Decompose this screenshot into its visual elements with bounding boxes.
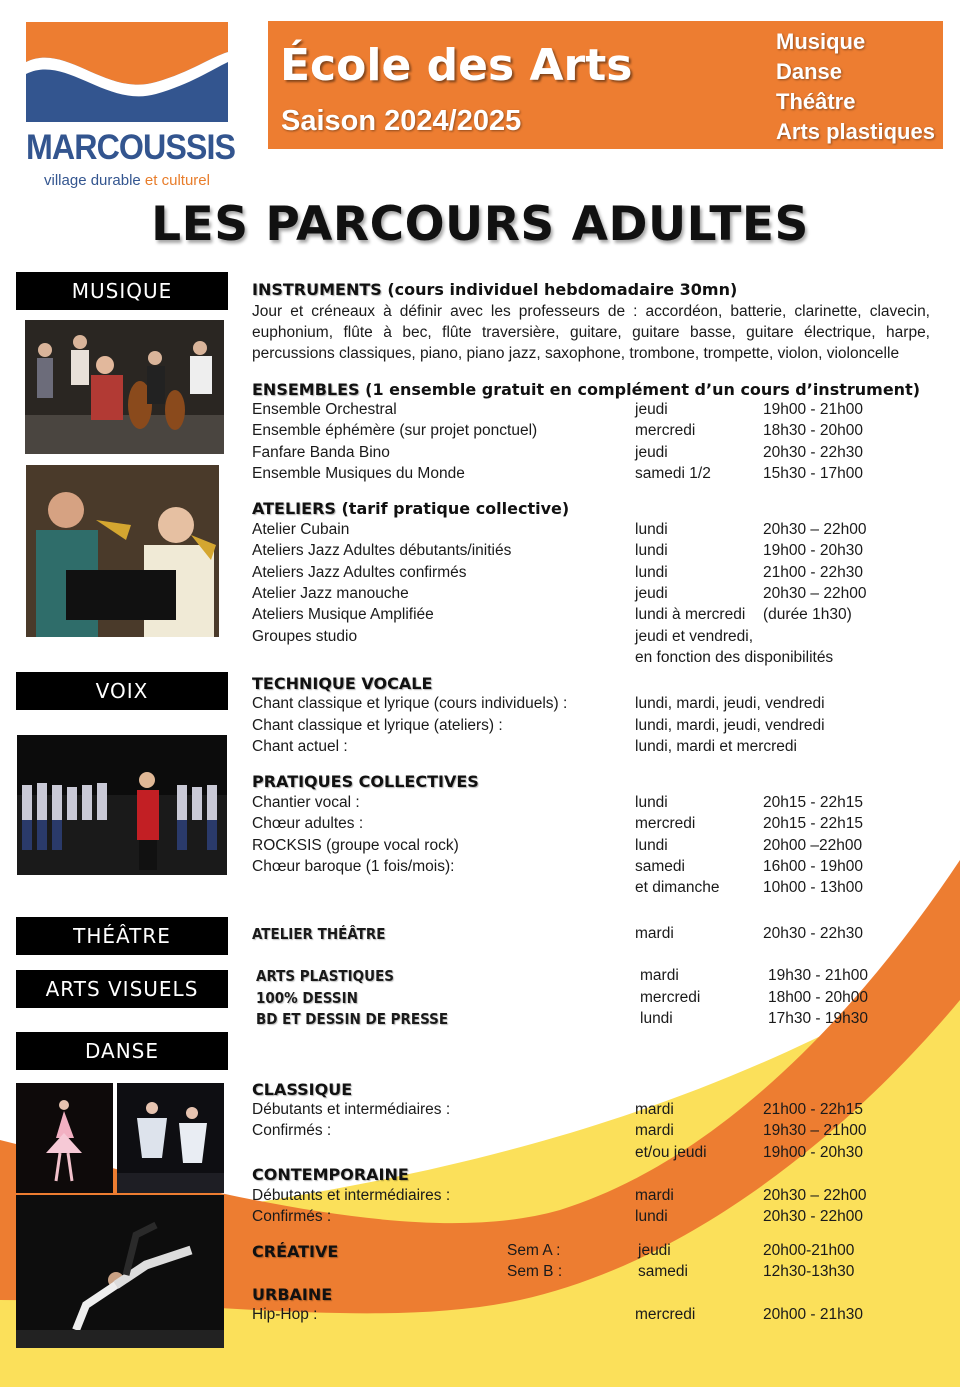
tv-day: lundi, mardi, jeudi, vendredi [635, 695, 825, 712]
logo-tagline-main: village durable [44, 172, 141, 189]
ensembles-name: Ensemble Orchestral [252, 401, 397, 418]
ateliers-day: jeudi [635, 584, 668, 602]
tv-day: lundi, mardi, jeudi, vendredi [635, 716, 825, 734]
category-voix: VOIX [16, 672, 228, 710]
technique-vocale-heading: TECHNIQUE VOCALE [252, 674, 433, 693]
cl-name: Débutants et intermédiaires : [252, 1101, 451, 1118]
ensembles-name: Ensemble éphémère (sur projet ponctuel) [252, 422, 538, 440]
ballet-dancer-photo [16, 1083, 113, 1193]
av-name: 100% DESSIN [256, 988, 358, 1007]
choir-photo [17, 735, 227, 875]
ensembles-subtitle: (1 ensemble gratuit en complément d’un cours d’instrument) [365, 380, 921, 399]
pc-day: lundi [635, 836, 668, 854]
av-time: 19h30 - 21h00 [768, 967, 868, 984]
discipline-item: Arts plastiques [776, 119, 935, 144]
logo-name: MARCOUSSIS [26, 128, 236, 167]
creative-heading: CRÉATIVE [252, 1242, 339, 1261]
ateliers-time: 20h30 – 22h00 [763, 521, 867, 538]
hip-hop-dancer-photo [16, 1195, 224, 1348]
theatre-course-name: ATELIER THÉÂTRE [252, 925, 386, 943]
pc-day: samedi [635, 857, 685, 875]
pc-time: 20h15 - 22h15 [763, 815, 863, 833]
ateliers-day: lundi [635, 521, 668, 538]
orchestra-photo [25, 320, 224, 454]
cl-time: 21h00 - 22h15 [763, 1101, 863, 1118]
ensembles-heading [252, 380, 920, 399]
tv-name: Chant classique et lyrique (ateliers) : [252, 716, 503, 734]
disciplines-list [776, 27, 935, 147]
ensembles-time: 19h00 - 21h00 [763, 401, 863, 418]
tv-name: Chant classique et lyrique (cours individuels) : [252, 695, 568, 712]
ateliers-name: Ateliers Musique Amplifiée [252, 606, 434, 624]
logo-tagline-accent: et culturel [144, 172, 210, 189]
av-day: mardi [640, 967, 679, 984]
pc-time: 16h00 - 19h00 [763, 857, 863, 875]
instruments-heading [252, 280, 737, 299]
ateliers-subtitle: (tarif pratique collective) [341, 499, 570, 518]
theatre-course-day: mardi [635, 925, 674, 942]
ensembles-title: ENSEMBLES [252, 380, 360, 399]
ateliers-name: Ateliers Jazz Adultes confirmés [252, 563, 467, 581]
pc-name: Chantier vocal : [252, 794, 360, 811]
pc-name: Chœur adultes : [252, 815, 364, 833]
pratiques-collectives-heading: PRATIQUES COLLECTIVES [252, 772, 479, 791]
ateliers-day: lundi [635, 542, 668, 560]
av-name: ARTS PLASTIQUES [256, 967, 395, 985]
pc-day: et dimanche [635, 879, 720, 897]
av-time: 18h00 - 20h00 [768, 988, 868, 1006]
category-arts-visuels: ARTS VISUELS [16, 970, 228, 1008]
av-time: 17h30 - 19h30 [768, 1010, 868, 1027]
ateliers-time: 21h00 - 22h30 [763, 563, 863, 581]
pc-day: lundi [635, 794, 668, 811]
ateliers-day: en fonction des disponibilités [635, 648, 834, 666]
pc-time: 20h15 - 22h15 [763, 794, 863, 811]
co-day: lundi [635, 1208, 668, 1226]
tv-day: lundi, mardi et mercredi [635, 738, 797, 755]
category-theatre: THÉÂTRE [16, 917, 228, 955]
discipline-item: Danse [776, 59, 843, 84]
discipline-item: Théâtre [776, 89, 856, 114]
instruments-subtitle: (cours individuel hebdomadaire 30mn) [387, 280, 738, 299]
page-title: LES PARCOURS ADULTES [151, 197, 809, 252]
ateliers-name: Groupes studio [252, 627, 358, 645]
ensembles-time: 18h30 - 20h00 [763, 422, 863, 440]
ateliers-name: Ateliers Jazz Adultes débutants/initiés [252, 542, 512, 560]
discipline-item: Musique [776, 29, 866, 54]
cr-sem: Sem B : [507, 1263, 563, 1281]
cl-time: 19h30 – 21h00 [763, 1122, 867, 1140]
cr-day: jeudi [638, 1242, 671, 1259]
theatre-course-time: 20h30 - 22h30 [763, 925, 863, 942]
cr-sem: Sem A : [507, 1242, 561, 1259]
instruments-description: Jour et créneaux à définir avec les professeurs de : accordéon, batterie, clarinette, clavecin, euphonium, flûte à bec, flûte traversière, guitare, guitare basse, guitare électrique, harpe, percussions classiques, piano, piano jazz, saxophone, trombone, trompette, violon, violoncelle [252, 303, 930, 362]
urbaine-heading: URBAINE [252, 1285, 333, 1304]
ur-day: mercredi [635, 1306, 696, 1323]
ateliers-name: Atelier Jazz manouche [252, 584, 409, 602]
category-musique: MUSIQUE [16, 272, 228, 310]
ensembles-day: samedi 1/2 [635, 464, 711, 482]
pc-time: 10h00 - 13h00 [763, 879, 863, 897]
pc-name: Chœur baroque (1 fois/mois): [252, 857, 455, 875]
tv-name: Chant actuel : [252, 738, 348, 755]
cr-time: 20h00-21h00 [763, 1242, 855, 1259]
contemporary-dancers-photo [117, 1083, 224, 1193]
cr-day: samedi [638, 1263, 688, 1281]
ateliers-day: lundi à mercredi [635, 606, 746, 624]
av-day: mercredi [640, 988, 701, 1006]
cl-name: Confirmés : [252, 1122, 332, 1140]
co-name: Confirmés : [252, 1208, 332, 1226]
cl-day: mardi [635, 1122, 674, 1140]
trumpet-players-photo [26, 465, 219, 637]
ateliers-heading [252, 499, 569, 518]
classique-heading: CLASSIQUE [252, 1080, 353, 1099]
ensembles-day: jeudi [635, 443, 668, 461]
pc-time: 20h00 –22h00 [763, 836, 863, 854]
ateliers-name: Atelier Cubain [252, 521, 350, 538]
pc-day: mercredi [635, 815, 696, 833]
ur-time: 20h00 - 21h30 [763, 1306, 863, 1323]
ateliers-time: 19h00 - 20h30 [763, 542, 863, 560]
ateliers-day: jeudi et vendredi, [635, 627, 754, 645]
ensembles-day: jeudi [635, 401, 668, 418]
cl-day: mardi [635, 1101, 674, 1118]
category-danse: DANSE [16, 1032, 228, 1070]
contemporaine-heading: CONTEMPORAINE [252, 1165, 409, 1184]
cl-time: 19h00 - 20h30 [763, 1143, 863, 1161]
co-name: Débutants et intermédiaires : [252, 1187, 451, 1204]
cr-time: 12h30-13h30 [763, 1263, 855, 1281]
cl-day: et/ou jeudi [635, 1143, 707, 1161]
logo-tagline [26, 172, 228, 189]
ateliers-day: lundi [635, 563, 668, 581]
av-name: BD ET DESSIN DE PRESSE [256, 1010, 449, 1028]
ur-name: Hip-Hop : [252, 1306, 318, 1323]
season-label: Saison 2024/2025 [281, 105, 522, 137]
ateliers-title: ATELIERS [252, 499, 336, 518]
ateliers-time: 20h30 – 22h00 [763, 584, 867, 602]
ensembles-name: Ensemble Musiques du Monde [252, 464, 465, 482]
ensembles-time: 15h30 - 17h00 [763, 464, 863, 482]
pc-name: ROCKSIS (groupe vocal rock) [252, 836, 459, 854]
ateliers-time: (durée 1h30) [763, 606, 852, 624]
school-title: École des Arts [280, 40, 633, 91]
ensembles-day: mercredi [635, 422, 696, 440]
instruments-title: INSTRUMENTS [252, 280, 382, 299]
ensembles-name: Fanfare Banda Bino [252, 443, 390, 461]
co-day: mardi [635, 1187, 674, 1204]
ensembles-time: 20h30 - 22h30 [763, 443, 863, 461]
av-day: lundi [640, 1010, 673, 1027]
co-time: 20h30 - 22h00 [763, 1208, 863, 1226]
co-time: 20h30 – 22h00 [763, 1187, 867, 1204]
